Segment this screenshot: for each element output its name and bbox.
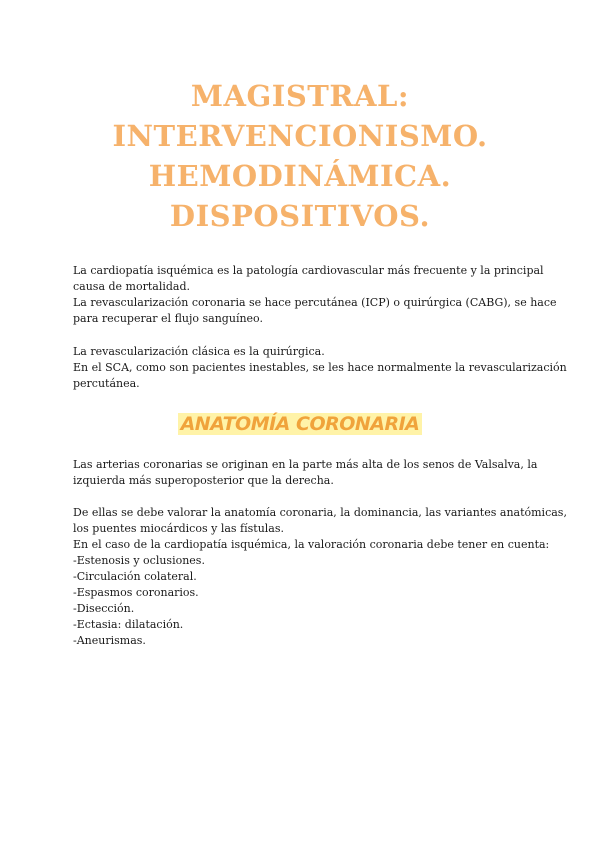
intro-paragraph xyxy=(73,263,557,327)
list-item-stenosis: -Estenosis y oclusiones. xyxy=(73,554,205,567)
intro-line-1: La cardiopatía isquémica es la patología cardiovascular más frecuente y la principal xyxy=(73,264,544,277)
assessment-line-3: En el caso de la cardiopatía isquémica, la valoración coronaria debe tener en cuenta: xyxy=(73,538,550,551)
assessment-line-1: De ellas se debe valorar la anatomía coronaria, la dominancia, las variantes anatómicas, xyxy=(73,506,567,519)
classic-line-3: percutánea. xyxy=(73,377,140,390)
list-item-collateral: -Circulación colateral. xyxy=(73,570,197,583)
intro-line-2: causa de mortalidad. xyxy=(73,280,191,293)
list-item-ectasia: -Ectasia: dilatación. xyxy=(73,618,184,631)
classic-paragraph xyxy=(73,344,567,392)
section-heading xyxy=(40,410,560,438)
title-line-2: INTERVENCIONISMO. xyxy=(112,119,488,153)
intro-line-3: La revascularización coronaria se hace percutánea (ICP) o quirúrgica (CABG), se hace xyxy=(73,296,557,309)
assessment-line-2: los puentes miocárdicos y las fístulas. xyxy=(73,522,284,535)
origin-paragraph xyxy=(73,457,538,489)
assessment-paragraph xyxy=(73,505,567,649)
origin-line-2: izquierda más superoposterior que la derecha. xyxy=(73,474,334,487)
section-heading-text: ANATOMÍA CORONARIA xyxy=(178,413,423,435)
document-title xyxy=(40,76,560,236)
origin-line-1: Las arterias coronarias se originan en la parte más alta de los senos de Valsalva, la xyxy=(73,458,538,471)
title-line-3: HEMODINÁMICA. xyxy=(148,159,452,193)
list-item-spasms: -Espasmos coronarios. xyxy=(73,586,199,599)
title-line-1: MAGISTRAL: xyxy=(190,79,410,113)
classic-line-2: En el SCA, como son pacientes inestables, se les hace normalmente la revascularización xyxy=(73,361,567,374)
title-line-4: DISPOSITIVOS. xyxy=(169,199,431,233)
list-item-aneurysms: -Aneurismas. xyxy=(73,634,146,647)
list-item-dissection: -Disección. xyxy=(73,602,135,615)
classic-line-1: La revascularización clásica es la quirúrgica. xyxy=(73,345,325,358)
intro-line-4: para recuperar el flujo sanguíneo. xyxy=(73,312,263,325)
